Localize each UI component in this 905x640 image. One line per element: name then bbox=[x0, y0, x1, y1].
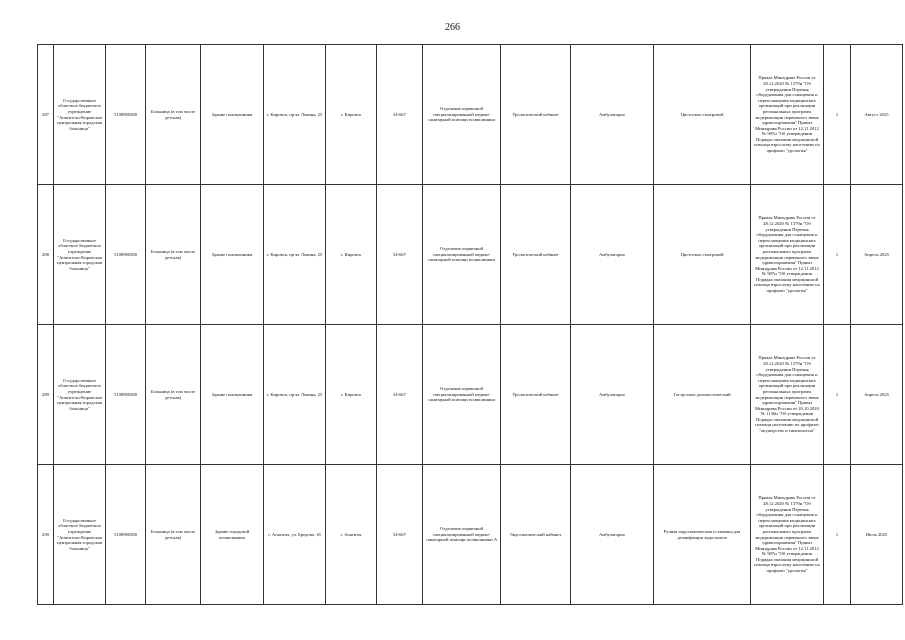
city: г. Кировск bbox=[326, 185, 377, 325]
page-number: 266 bbox=[445, 22, 460, 33]
quantity: 1 bbox=[824, 325, 851, 465]
care-conditions: Амбулаторно bbox=[571, 465, 654, 605]
units: 54-667 bbox=[377, 325, 423, 465]
delivery-date: Июль 2025 bbox=[851, 465, 903, 605]
units: 54-667 bbox=[377, 45, 423, 185]
quantity: 1 bbox=[824, 185, 851, 325]
row-number: 288 bbox=[38, 185, 54, 325]
address: г. Кировск, пр-кт Ленина, 25 bbox=[264, 45, 326, 185]
legal-basis: Приказ Минздрава России от 28.12.2020 № 1379н "Об утверждении Перечня оборудования для оснащения и переоснащения медицинских организаций при реализации региональных программ модернизации первичного звена здравоохранения" Приказ Минздрава России от 12.11.2012 № 907н "Об утверждении Порядка оказания медицинской помощи взрослому населению по профилю "урология" bbox=[751, 45, 824, 185]
units: 54-667 bbox=[377, 465, 423, 605]
room: Урологический кабинет bbox=[501, 325, 571, 465]
delivery-date: Апрель 2025 bbox=[851, 325, 903, 465]
equipment: Цистоскоп смотровой bbox=[654, 185, 751, 325]
legal-basis: Приказ Минздрава России от 28.12.2020 № 1379н "Об утверждении Перечня оборудования для оснащения и переоснащения медицинских организаций при реализации региональных программ модернизации первичного звена здравоохранения" Приказ Минздрава России от 12.11.2012 № 907н "Об утверждении Порядка оказания медицинской помощи взрослому населению по профилю "урология" bbox=[751, 465, 824, 605]
legal-basis: Приказ Минздрава России от 28.12.2020 № 1379н "Об утверждении Перечня оборудования для оснащения и переоснащения медицинских организаций при реализации региональных программ модернизации первичного звена здравоохранения" Приказ Минздрава России от 12.11.2012 № 907н "Об утверждении Порядка оказания медицинской помощи взрослому населению по профилю "урология" bbox=[751, 185, 824, 325]
room: Урологический кабинет bbox=[501, 185, 571, 325]
care-conditions: Амбулаторно bbox=[571, 325, 654, 465]
care-conditions: Амбулаторно bbox=[571, 185, 654, 325]
address: г. Апатиты, ул. Бредова, 18 bbox=[264, 465, 326, 605]
organization-code: 5108900280 bbox=[106, 45, 146, 185]
building: Здание поликлиники bbox=[201, 185, 264, 325]
city: г. Апатиты bbox=[326, 465, 377, 605]
organization-name: Государственное областное бюджетное учреждение "Апатитско-Кировская центральная городская больница" bbox=[54, 325, 106, 465]
equipment-registry-table bbox=[37, 44, 903, 605]
row-number: 290 bbox=[38, 465, 54, 605]
legal-basis: Приказ Минздрава России от 28.12.2020 № 1379н "Об утверждении Перечня оборудования для оснащения и переоснащения медицинских организаций при реализации региональных программ модернизации первичного звена здравоохранения" Приказ Минздрава России от 20.10.2020 № 1130н "Об утверждении Порядка оказания медицинской помощи населению по профилю "акушерство и гинекология" bbox=[751, 325, 824, 465]
building: Здание поликлиники bbox=[201, 325, 264, 465]
building: Здание поликлиники bbox=[201, 45, 264, 185]
units: 54-667 bbox=[377, 185, 423, 325]
organization-code: 5108900280 bbox=[106, 185, 146, 325]
table-row bbox=[38, 45, 903, 185]
address: г. Кировск, пр-кт Ленина, 25 bbox=[264, 325, 326, 465]
quantity: 1 bbox=[824, 465, 851, 605]
facility-type: Больница (в том числе детская) bbox=[146, 325, 201, 465]
delivery-date: Август 2025 bbox=[851, 45, 903, 185]
row-number: 289 bbox=[38, 325, 54, 465]
organization-name: Государственное областное бюджетное учреждение "Апатитско-Кировская центральная городская больница" bbox=[54, 185, 106, 325]
room: Урологический кабинет bbox=[501, 45, 571, 185]
table-row bbox=[38, 325, 903, 465]
city: г. Кировск bbox=[326, 45, 377, 185]
delivery-date: Апрель 2025 bbox=[851, 185, 903, 325]
department: Отделение первичной специализированной медико-санитарной помощи поликлиники А bbox=[423, 465, 501, 605]
city: г. Кировск bbox=[326, 325, 377, 465]
equipment: Гастроскоп диагностический bbox=[654, 325, 751, 465]
organization-name: Государственное областное бюджетное учреждение "Апатитско-Кировская центральная городская больница" bbox=[54, 465, 106, 605]
facility-type: Больница (в том числе детская) bbox=[146, 465, 201, 605]
department: Отделение первичной специализированной медико-санитарной помощи поликлиники bbox=[423, 45, 501, 185]
facility-type: Больница (в том числе детская) bbox=[146, 185, 201, 325]
quantity: 1 bbox=[824, 45, 851, 185]
care-conditions: Амбулаторно bbox=[571, 45, 654, 185]
facility-type: Больница (в том числе детская) bbox=[146, 45, 201, 185]
table-row bbox=[38, 465, 903, 605]
equipment: Ручная эндоскопическая установка для дезинфекции эндоскопов bbox=[654, 465, 751, 605]
equipment: Цистоскоп смотровой bbox=[654, 45, 751, 185]
organization-code: 5108900280 bbox=[106, 325, 146, 465]
room: Эндоскопический кабинет bbox=[501, 465, 571, 605]
building: Здание городской поликлиники bbox=[201, 465, 264, 605]
organization-name: Государственное областное бюджетное учреждение "Апатитско-Кировская центральная городская больница" bbox=[54, 45, 106, 185]
department: Отделение первичной специализированной медико-санитарной помощи поликлиники bbox=[423, 325, 501, 465]
table-row bbox=[38, 185, 903, 325]
department: Отделение первичной специализированной медико-санитарной помощи поликлиники bbox=[423, 185, 501, 325]
address: г. Кировск, пр-кт Ленина, 25 bbox=[264, 185, 326, 325]
row-number: 287 bbox=[38, 45, 54, 185]
organization-code: 5108900280 bbox=[106, 465, 146, 605]
